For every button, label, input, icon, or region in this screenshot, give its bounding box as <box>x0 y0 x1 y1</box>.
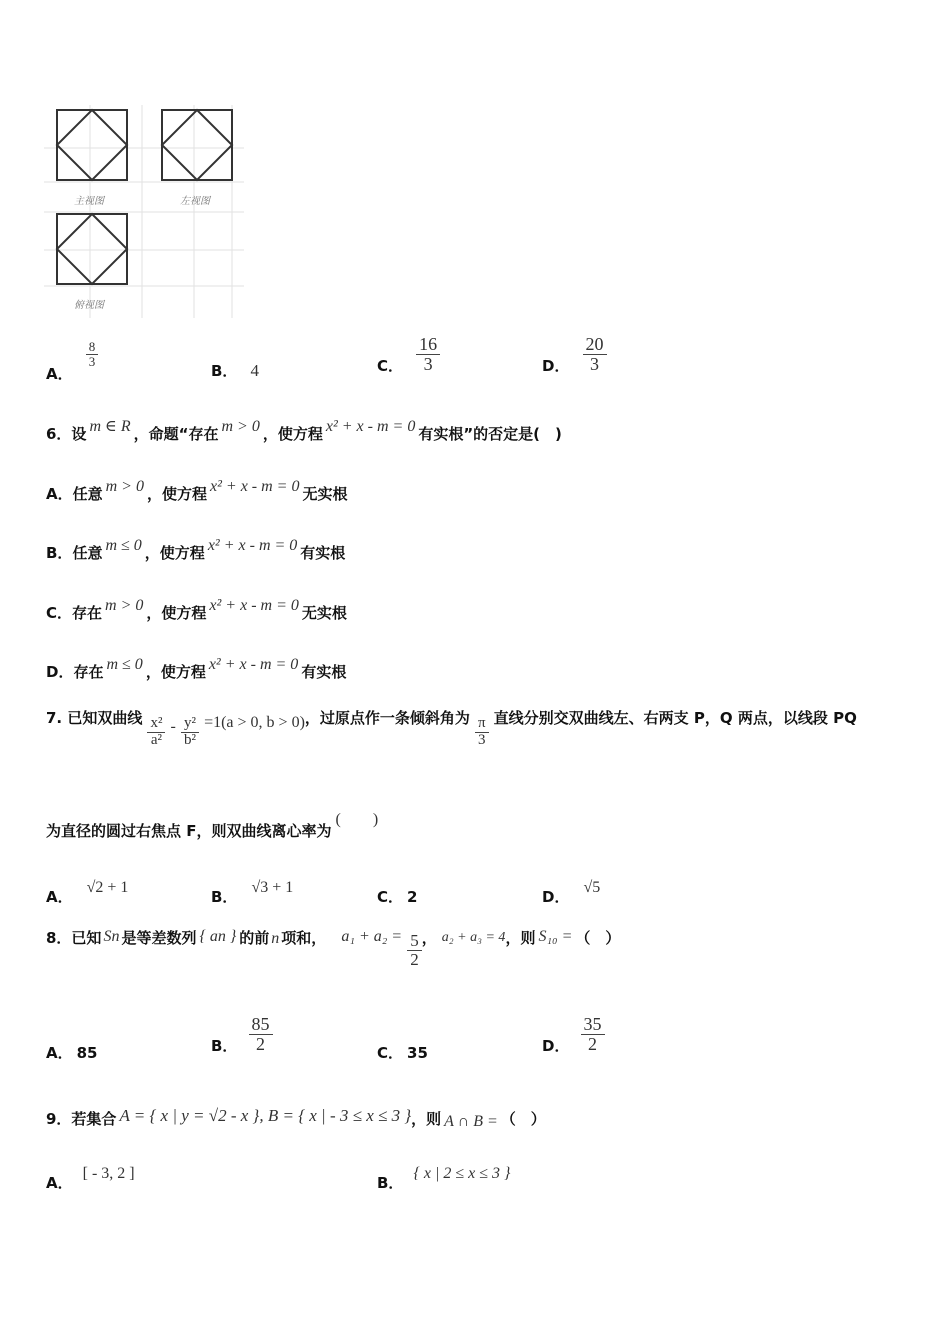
fraction-y2-b2: $\frac{\text{y²}}{\text{b²}}$ <box>181 716 199 749</box>
q8-stem: 8．已知 Sn 是等差数列 { an } 的前 n 项和， a₁ + a₂ = $\frac{5}{2}$ ， a₂ + a₃ = 4，则 S₁₀ = （ ） <box>46 927 621 969</box>
q6-stem: 6．设 m ∈ R ，命题“存在 m > 0 ，使方程 x² + x - m = 0 有实根”的否定是( ) <box>46 418 562 443</box>
fraction: $\frac{35}{2}$ <box>581 1015 605 1054</box>
q9-option-a[interactable]: A．[ - 3, 2 ] <box>46 1165 135 1192</box>
q7-option-c[interactable]: C． 2 <box>377 888 418 906</box>
q5-option-d[interactable]: D． $\frac{20}{3}$ <box>542 335 607 374</box>
q6-option-c[interactable]: C．存在 m > 0 ，使方程 x² + x - m = 0 无实根 <box>46 597 347 622</box>
q7-option-d[interactable]: D．√5 <box>542 879 601 906</box>
side-view-label: 左视图 <box>180 196 210 207</box>
front-view-label: 主视图 <box>74 196 104 207</box>
q5-option-c[interactable]: C． $\frac{16}{3}$ <box>377 335 440 374</box>
three-view-figure <box>44 100 244 320</box>
q7-option-b[interactable]: B．√3 + 1 <box>211 879 294 906</box>
fraction: $\frac{8}{3}$ <box>86 340 99 368</box>
fraction-5-2: $\frac{5}{2}$ <box>407 932 422 969</box>
q6-option-b[interactable]: B．任意 m ≤ 0 ，使方程 x² + x - m = 0 有实根 <box>46 537 346 562</box>
q7-option-a[interactable]: A．√2 + 1 <box>46 879 129 906</box>
q7-stem-line2: 为直径的圆过右焦点 F，则双曲线离心率为( ) <box>46 811 379 840</box>
fraction-pi-3: $\frac{\pi}{3}$ <box>475 716 489 749</box>
q8-option-a[interactable]: A． 85 <box>46 1044 98 1062</box>
q8-option-b[interactable]: B． $\frac{85}{2}$ <box>211 1015 273 1054</box>
fraction: $\frac{85}{2}$ <box>249 1015 273 1054</box>
q7-stem-line1: 7. 已知双曲线 $\frac{\text{x²}}{\text{a²}}$ - $\frac{\text{y²}}{\text{b²}}$ =1(a > 0, b > 0)，过原点作一条倾斜角为 $\frac{\pi}{3}$ 直线分别交双曲线左、右两支 P，Q 两点，以线段 PQ <box>46 708 857 748</box>
q8-option-c[interactable]: C． 35 <box>377 1044 428 1062</box>
fraction: $\frac{16}{3}$ <box>416 335 440 374</box>
q6-option-a[interactable]: A．任意 m > 0 ，使方程 x² + x - m = 0 无实根 <box>46 478 348 503</box>
q5-option-a[interactable]: A． $\frac{8}{3}$ <box>46 340 98 368</box>
top-view-label: 俯视图 <box>74 300 104 311</box>
q5-option-b[interactable]: B． 4 <box>211 361 260 380</box>
fraction: $\frac{20}{3}$ <box>583 335 607 374</box>
q8-option-d[interactable]: D． $\frac{35}{2}$ <box>542 1015 605 1054</box>
fraction-x2-a2: $\frac{\text{x²}}{\text{a²}}$ <box>147 716 165 749</box>
q6-option-d[interactable]: D．存在 m ≤ 0 ，使方程 x² + x - m = 0 有实根 <box>46 656 347 681</box>
q9-option-b[interactable]: B．{ x | 2 ≤ x ≤ 3 } <box>377 1165 511 1192</box>
q9-stem: 9．若集合 A = { x | y = √2 - x }, B = { x | - 3 ≤ x ≤ 3 }，则 A ∩ B = （ ） <box>46 1106 546 1130</box>
